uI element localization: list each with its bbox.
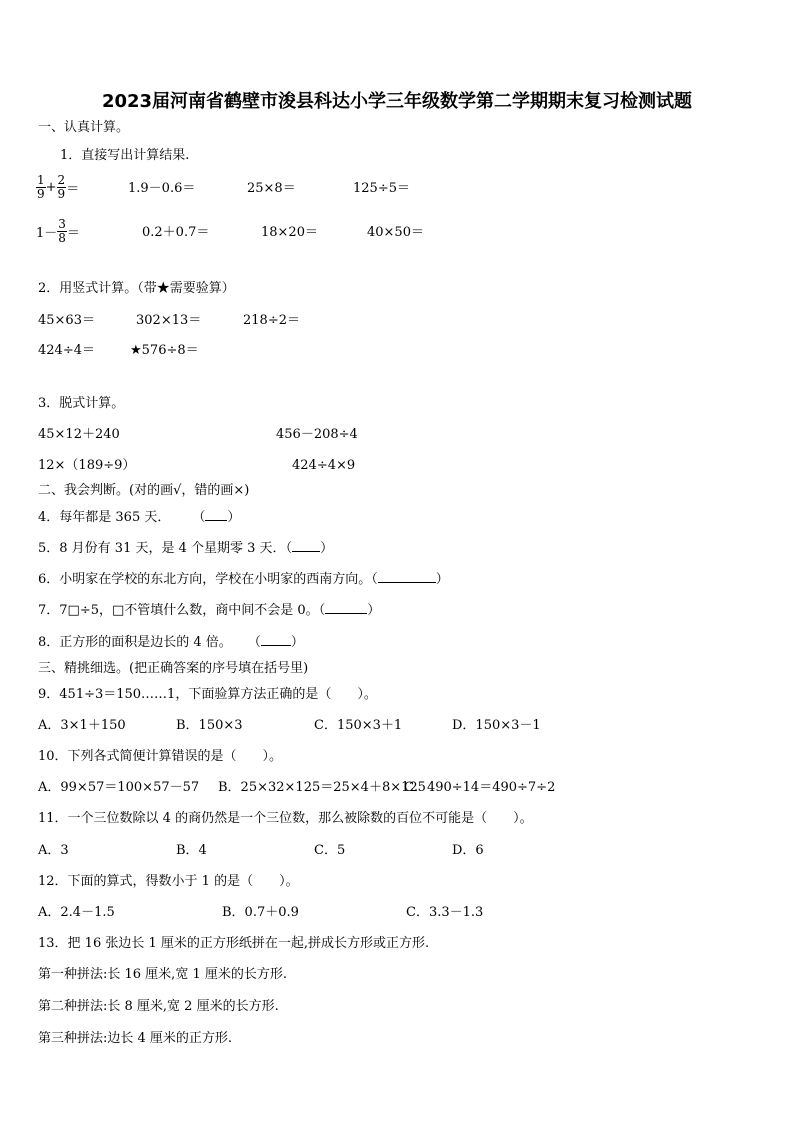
section-heading-1: 一、认真计算。 bbox=[38, 120, 130, 135]
option-a: A．3 bbox=[38, 843, 69, 858]
calc-item: 0.2＋0.7＝ bbox=[142, 225, 210, 240]
q13-line: 第一种拼法:长 16 厘米,宽 1 厘米的长方形. bbox=[38, 967, 287, 982]
option-b: B．4 bbox=[176, 843, 207, 858]
question-10-stem: 10．下列各式简便计算错误的是（ ）。 bbox=[38, 749, 283, 764]
calc-item: 18×20＝ bbox=[261, 225, 318, 240]
calc-item: 45×63＝ bbox=[38, 313, 95, 328]
question-2-label: 2．用竖式计算。（带★需要验算） bbox=[38, 281, 235, 296]
option-a: A．2.4－1.5 bbox=[38, 905, 115, 920]
calc-item: 424÷4＝ bbox=[38, 343, 95, 358]
option-d: D．150×3－1 bbox=[452, 718, 541, 733]
option-a: A．3×1＋150 bbox=[38, 718, 126, 733]
option-d: D．6 bbox=[452, 843, 484, 858]
answer-blank[interactable] bbox=[378, 582, 436, 583]
question-8: 8．正方形的面积是边长的 4 倍。 （ ） bbox=[38, 635, 304, 650]
question-12-stem: 12．下面的算式，得数小于 1 的是（ ）。 bbox=[38, 874, 299, 889]
question-3-label: 3．脱式计算。 bbox=[38, 396, 125, 411]
fraction-2-9: $\frac{2}{9}$ bbox=[57, 172, 66, 201]
q13-line: 第二种拼法:长 8 厘米,宽 2 厘米的长方形. bbox=[38, 999, 279, 1014]
calc-item: 1.9－0.6＝ bbox=[128, 181, 196, 196]
calc-item: 218÷2＝ bbox=[243, 313, 300, 328]
calc-item: 40×50＝ bbox=[367, 225, 424, 240]
option-b: B．25×32×125＝25×4＋8×125 bbox=[218, 780, 426, 795]
option-c: C．150×3＋1 bbox=[314, 718, 403, 733]
calc-item: 45×12＋240 bbox=[38, 427, 120, 442]
question-13-stem: 13．把 16 张边长 1 厘米的正方形纸拼在一起,拼成长方形或正方形. bbox=[38, 936, 430, 951]
answer-blank[interactable] bbox=[261, 645, 291, 646]
calc-item: 456－208÷4 bbox=[276, 427, 358, 442]
q1-row-1: $\frac{1}{9}$ + $\frac{2}{9}$ ＝ bbox=[37, 172, 80, 201]
question-11-stem: 11．一个三位数除以 4 的商仍然是一个三位数，那么被除数的百位不可能是（ ）。 bbox=[38, 811, 533, 826]
calc-item: 12×（189÷9） bbox=[38, 458, 136, 473]
fraction-1-9: $\frac{1}{9}$ bbox=[37, 172, 45, 201]
q1-row-2: 1－ $\frac{3}{8}$ ＝ bbox=[36, 216, 80, 245]
page-title: 2023届河南省鹤壁市浚县科达小学三年级数学第二学期期末复习检测试题 bbox=[101, 91, 693, 112]
question-9-stem: 9．451÷3＝150……1，下面验算方法正确的是（ ）。 bbox=[38, 687, 377, 702]
calc-item: 302×13＝ bbox=[136, 313, 202, 328]
calc-item: 25×8＝ bbox=[247, 181, 296, 196]
option-c: C．3.3－1.3 bbox=[406, 905, 484, 920]
question-5: 5．8 月份有 31 天，是 4 个星期零 3 天．（ ） bbox=[38, 541, 334, 556]
option-c: C．5 bbox=[314, 843, 346, 858]
answer-blank[interactable] bbox=[205, 520, 227, 521]
calc-item: 424÷4×9 bbox=[292, 458, 356, 473]
question-7: 7．7□÷5，□不管填什么数，商中间不会是 0。（ ） bbox=[38, 603, 381, 618]
answer-blank[interactable] bbox=[292, 551, 320, 552]
option-b: B．0.7＋0.9 bbox=[222, 905, 299, 920]
section-heading-2: 二、我会判断。(对的画√，错的画×) bbox=[38, 483, 250, 498]
q13-line: 第三种拼法:边长 4 厘米的正方形. bbox=[38, 1031, 233, 1046]
section-heading-3: 三、精挑细选。(把正确答案的序号填在括号里) bbox=[38, 661, 309, 676]
question-6: 6．小明家在学校的东北方向，学校在小明家的西南方向。（ ） bbox=[38, 572, 449, 587]
question-4: 4．每年都是 365 天． （ ） bbox=[38, 510, 241, 525]
option-b: B．150×3 bbox=[176, 718, 243, 733]
option-c: C．490÷14＝490÷7÷2 bbox=[404, 780, 556, 795]
answer-blank[interactable] bbox=[325, 613, 367, 614]
calc-item: 125÷5＝ bbox=[353, 181, 410, 196]
option-a: A．99×57＝100×57－57 bbox=[38, 780, 200, 795]
calc-item: ★576÷8＝ bbox=[130, 343, 199, 358]
fraction-3-8: $\frac{3}{8}$ bbox=[58, 216, 66, 245]
question-1-label: 1．直接写出计算结果. bbox=[60, 148, 190, 163]
